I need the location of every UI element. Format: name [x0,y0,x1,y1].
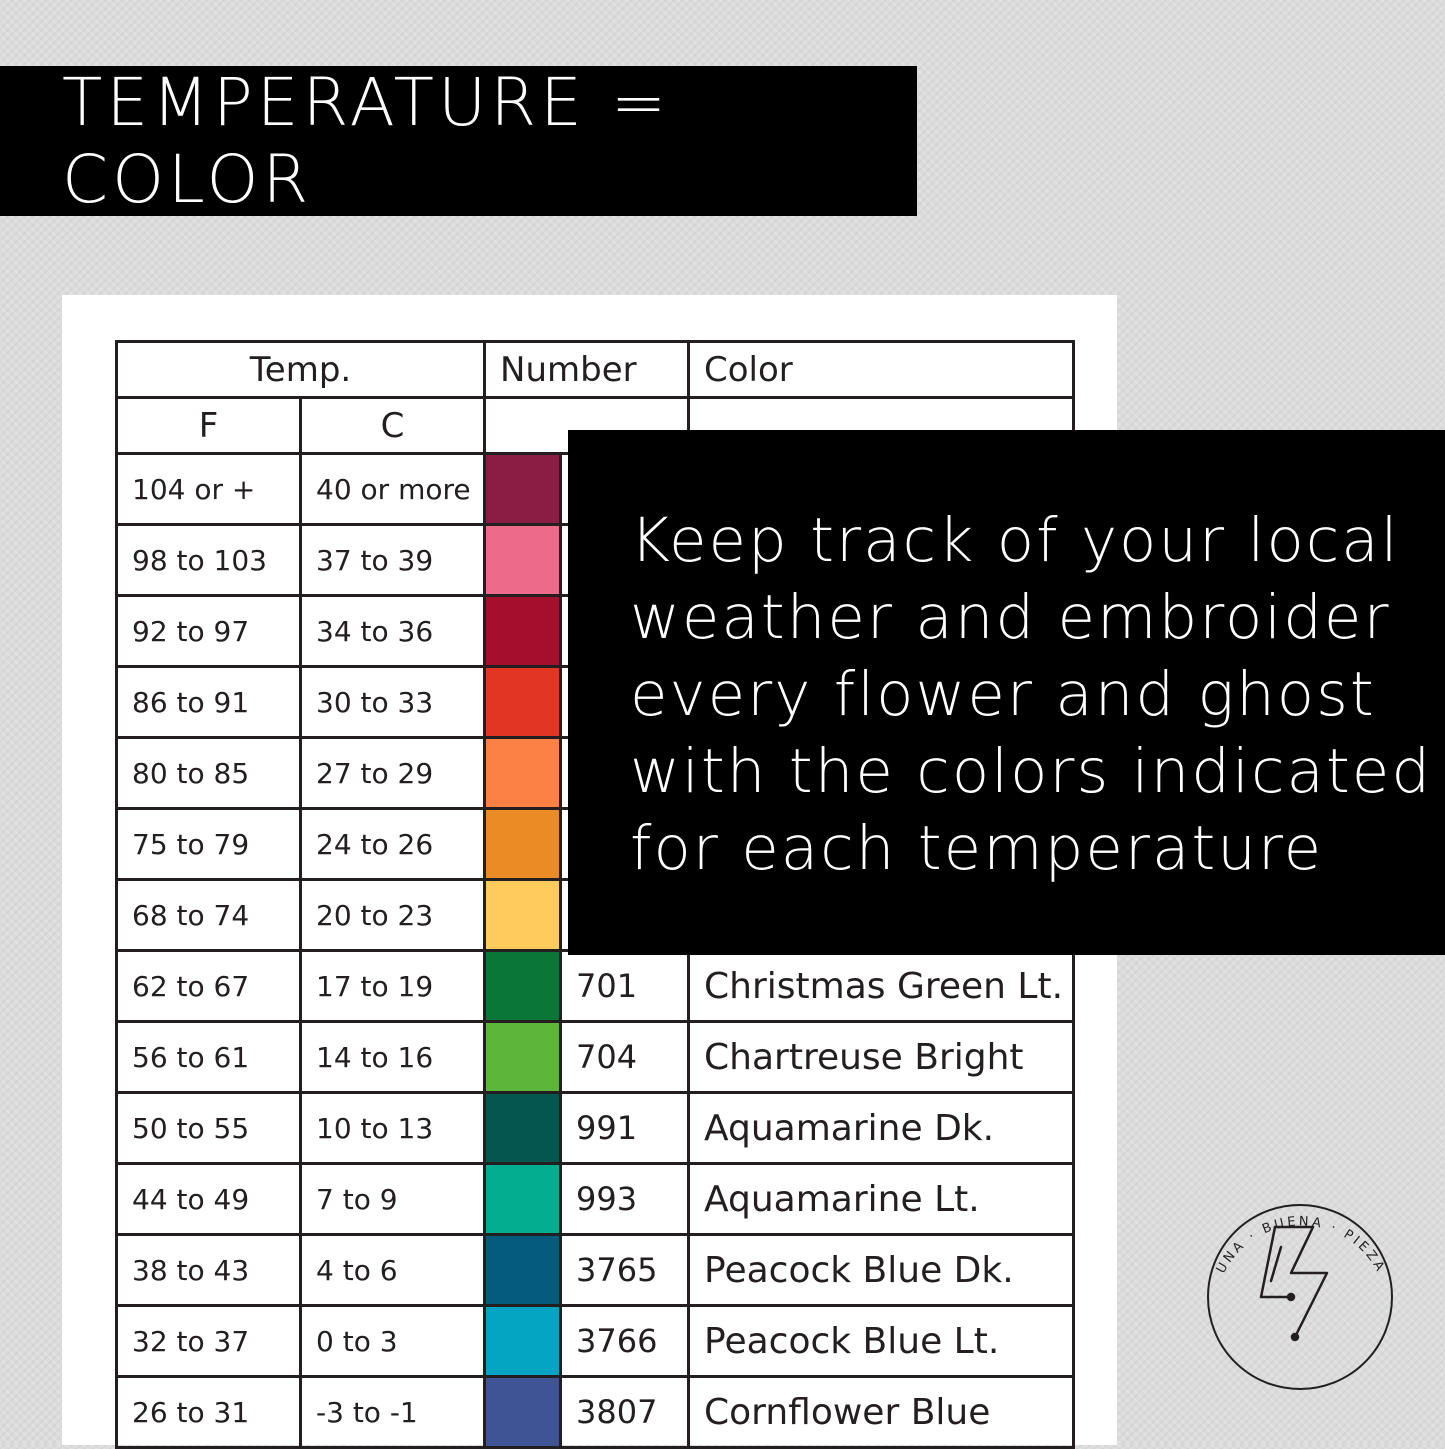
temp-header: Temp. [117,342,485,398]
celsius-cell: 20 to 23 [301,880,485,951]
header-row [117,342,1074,398]
overlay-line: Keep track of your local [630,505,1400,576]
celsius-cell: 27 to 29 [301,738,485,809]
number-header: Number [485,342,689,398]
overlay-line: with the colors indicated [630,736,1433,807]
celsius-cell: 14 to 16 [301,1022,485,1093]
floss-number-cell: 704 [561,1022,689,1093]
svg-text:UNA · BUENA · PIEZA [1214,1214,1389,1276]
color-header: Color [689,342,1074,398]
color-name-cell: Peacock Blue Lt. [689,1306,1074,1377]
fahrenheit-cell: 26 to 31 [117,1377,301,1448]
fahrenheit-cell: 56 to 61 [117,1022,301,1093]
fahrenheit-cell: 68 to 74 [117,880,301,951]
table-row [117,951,1074,1022]
overlay-line: every flower and ghost [630,659,1376,730]
color-swatch [485,667,561,738]
celsius-cell: 4 to 6 [301,1235,485,1306]
celsius-cell: 0 to 3 [301,1306,485,1377]
table-row [117,1235,1074,1306]
fahrenheit-cell: 44 to 49 [117,1164,301,1235]
table-row [117,1306,1074,1377]
color-name-cell: Christmas Green Lt. [689,951,1074,1022]
color-swatch [485,738,561,809]
celsius-cell: 7 to 9 [301,1164,485,1235]
celsius-header: C [301,398,485,454]
table-row [117,1093,1074,1164]
color-name-cell: Chartreuse Bright [689,1022,1074,1093]
color-swatch [485,1306,561,1377]
fahrenheit-cell: 32 to 37 [117,1306,301,1377]
fahrenheit-cell: 86 to 91 [117,667,301,738]
color-swatch [485,454,561,525]
fahrenheit-cell: 80 to 85 [117,738,301,809]
overlay-line: weather and embroider [630,582,1391,653]
celsius-cell: 34 to 36 [301,596,485,667]
overlay-line: for each temperature [630,813,1324,884]
fahrenheit-cell: 38 to 43 [117,1235,301,1306]
color-swatch [485,1377,561,1448]
page-title: TEMPERATURE = COLOR [62,64,671,218]
celsius-cell: 17 to 19 [301,951,485,1022]
celsius-cell: 30 to 33 [301,667,485,738]
floss-number-cell: 993 [561,1164,689,1235]
color-name-cell: Aquamarine Dk. [689,1093,1074,1164]
color-name-cell: Peacock Blue Dk. [689,1235,1074,1306]
lightning-bolt-icon [1261,1227,1327,1340]
fahrenheit-cell: 98 to 103 [117,525,301,596]
celsius-cell: -3 to -1 [301,1377,485,1448]
fahrenheit-cell: 50 to 55 [117,1093,301,1164]
fahrenheit-cell: 92 to 97 [117,596,301,667]
floss-number-cell: 3765 [561,1235,689,1306]
celsius-cell: 37 to 39 [301,525,485,596]
color-swatch [485,1022,561,1093]
fahrenheit-header: F [117,398,301,454]
title-banner [0,66,917,216]
floss-number-cell: 991 [561,1093,689,1164]
color-swatch [485,1164,561,1235]
fahrenheit-cell: 62 to 67 [117,951,301,1022]
color-name-cell: Cornflower Blue [689,1377,1074,1448]
floss-number-cell: 701 [561,951,689,1022]
table-row [117,1377,1074,1448]
color-swatch [485,1093,561,1164]
celsius-cell: 40 or more [301,454,485,525]
floss-number-cell: 3807 [561,1377,689,1448]
floss-number-cell: 3766 [561,1306,689,1377]
color-swatch [485,809,561,880]
color-swatch [485,596,561,667]
fahrenheit-cell: 104 or + [117,454,301,525]
overlay-text [630,502,1433,887]
celsius-cell: 24 to 26 [301,809,485,880]
table-row [117,1022,1074,1093]
color-name-cell: Aquamarine Lt. [689,1164,1074,1235]
color-swatch [485,1235,561,1306]
info-overlay [568,430,1445,955]
color-swatch [485,951,561,1022]
table-row [117,1164,1074,1235]
color-swatch [485,880,561,951]
color-swatch [485,525,561,596]
brand-logo [1195,1185,1405,1395]
celsius-cell: 10 to 13 [301,1093,485,1164]
fahrenheit-cell: 75 to 79 [117,809,301,880]
logo-text: UNA · BUENA · PIEZA [1213,1214,1389,1277]
